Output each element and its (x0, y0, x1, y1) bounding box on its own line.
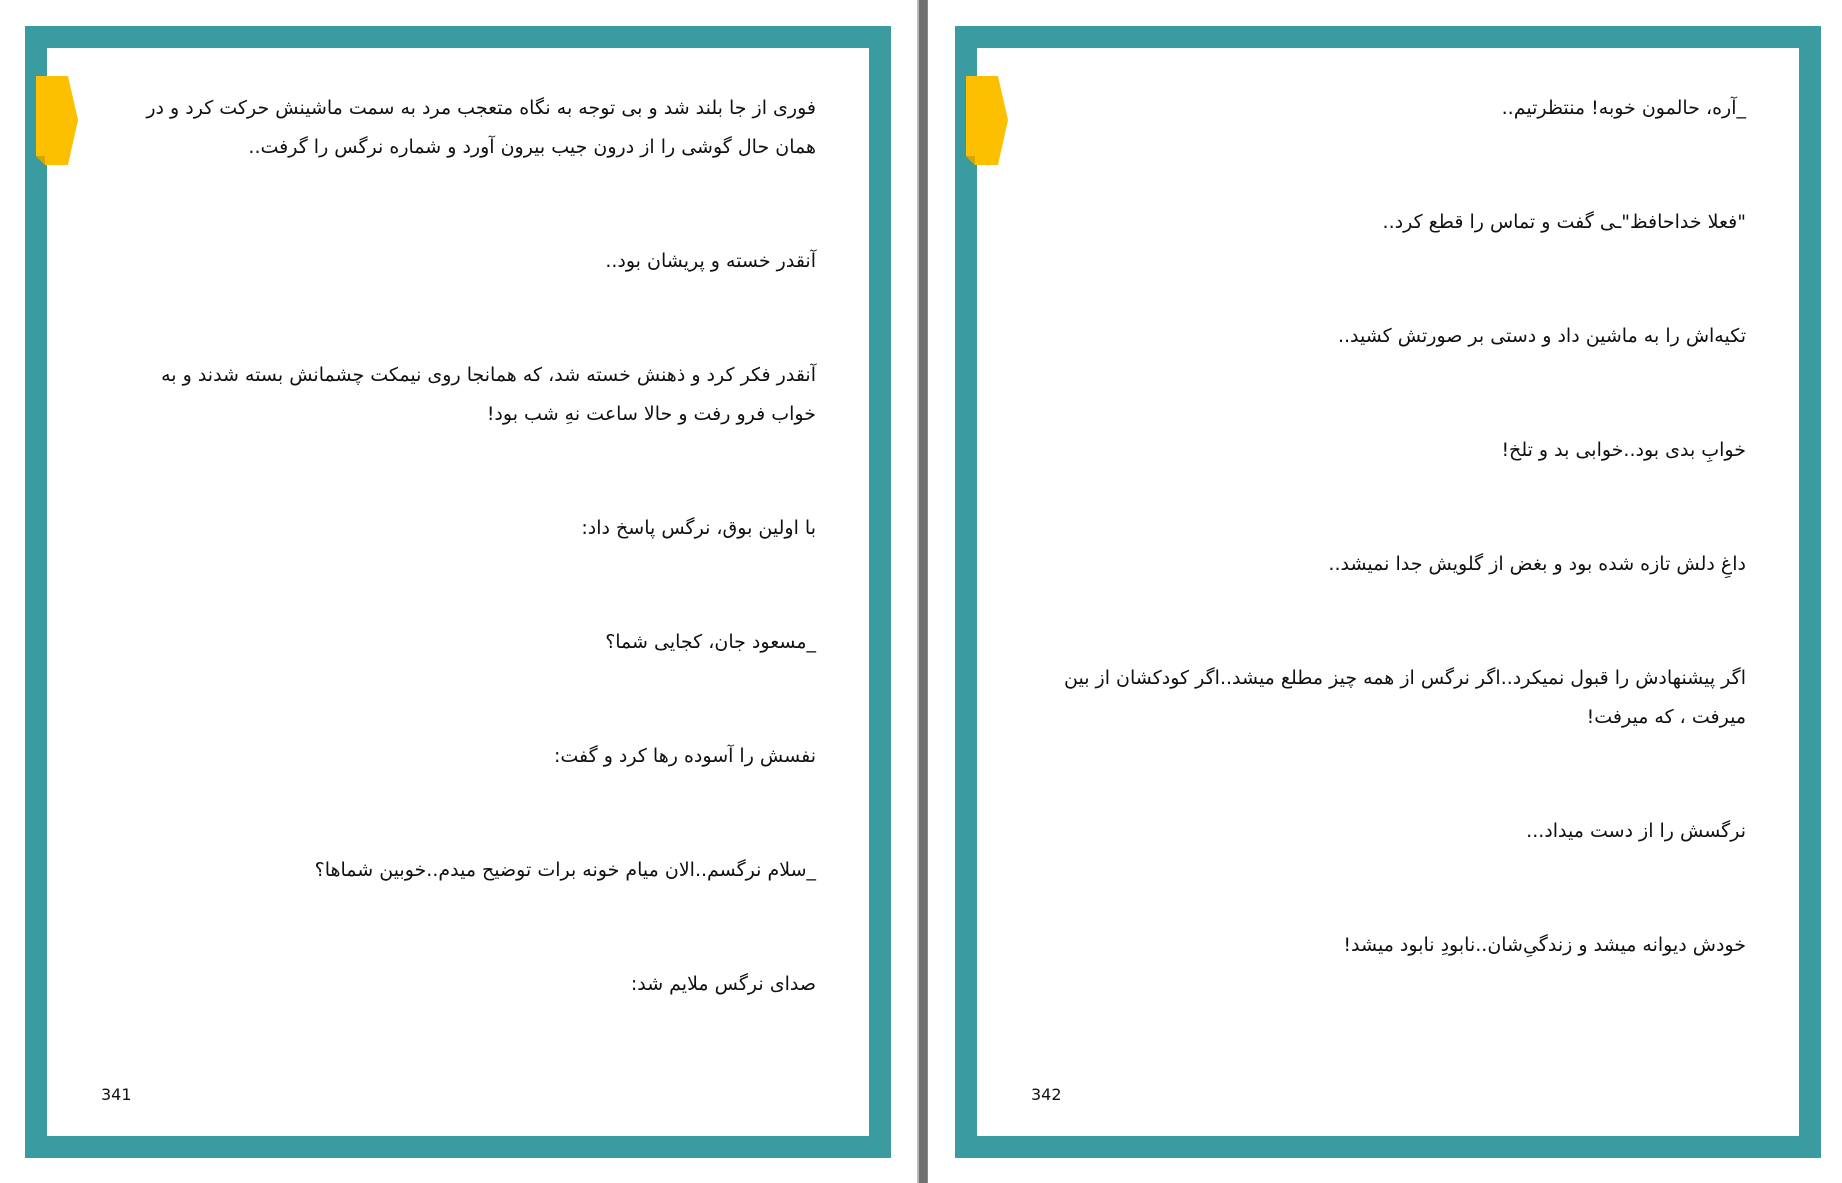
paragraph (107, 356, 816, 434)
text-line: خودش دیوانه میشد و زندگیِ‌شان..نابودِ نابود میشد! (1343, 934, 1746, 956)
text-line: آنقدر فکر کرد و ذهنش خسته شد، که همانجا روی نیمکت چشمانش بسته شدند و به (161, 364, 816, 386)
text-line: اگر پیشنهادش را قبول نمیکرد..اگر نرگس از همه چیز مطلع میشد..اگر کودکشان از بین (1064, 667, 1746, 689)
paragraph (107, 851, 816, 890)
page-number: 341 (101, 1085, 132, 1104)
book-page-right (955, 26, 1821, 1158)
paragraph (1037, 545, 1746, 584)
text-line: خواب فرو رفت و حالا ساعت نهِ شب بود! (486, 403, 816, 425)
paragraph (107, 965, 816, 1004)
paragraph (1037, 317, 1746, 356)
bookmark-tab-icon (966, 76, 1008, 165)
text-line: _مسعود جان، کجایی شما؟ (605, 631, 816, 653)
text-line: "فعلا خداحافظ"ـی گفت و تماس را قطع کرد.. (1382, 211, 1746, 233)
paragraph (1037, 203, 1746, 242)
text-line: _آره، حالمون خوبه! منتظرتیم.. (1501, 97, 1746, 119)
text-line: خوابِ بدی بود..خوابی بد و تلخ! (1501, 439, 1746, 461)
text-line: صدای نرگس ملایم شد: (630, 973, 816, 995)
paragraph (107, 509, 816, 548)
text-line: نرگسش را از دست میداد... (1526, 820, 1746, 842)
bookmark-tab-icon (36, 76, 78, 165)
text-line: آنقدر خسته و پریشان بود.. (605, 250, 816, 272)
text-line: میرفت ، که میرفت! (1586, 706, 1746, 728)
book-page-left (25, 26, 891, 1158)
text-line: تکیه‌اش را به ماشین داد و دستی بر صورتش کشید.. (1337, 325, 1746, 347)
paragraph (1037, 89, 1746, 128)
text-line: _سلام نرگسم..الان میام خونه برات توضیح میدم..خوبین شماها؟ (314, 859, 816, 881)
page-text (1037, 89, 1746, 1040)
text-line: نفسش را آسوده رها کرد و گفت: (553, 745, 816, 767)
page-text (107, 89, 816, 1079)
paragraph (107, 242, 816, 281)
text-line: فوری از جا بلند شد و بی توجه به نگاه متعجب مرد به سمت ماشینش حرکت کرد و در (146, 97, 816, 119)
text-line: داغِ دلش تازه شده بود و بغض از گلویش جدا نمیشد.. (1328, 553, 1746, 575)
text-line: با اولین بوق، نرگس پاسخ داد: (581, 517, 816, 539)
paragraph (107, 623, 816, 662)
paragraph (107, 737, 816, 776)
paragraph (1037, 431, 1746, 470)
paragraph (1037, 812, 1746, 851)
page-number: 342 (1031, 1085, 1062, 1104)
paragraph (1037, 926, 1746, 965)
paragraph (107, 89, 816, 167)
text-line: همان حال گوشی را از درون جیب بیرون آورد و شماره نرگس را گرفت.. (248, 136, 816, 158)
page-divider (917, 0, 928, 1183)
paragraph (1037, 659, 1746, 737)
